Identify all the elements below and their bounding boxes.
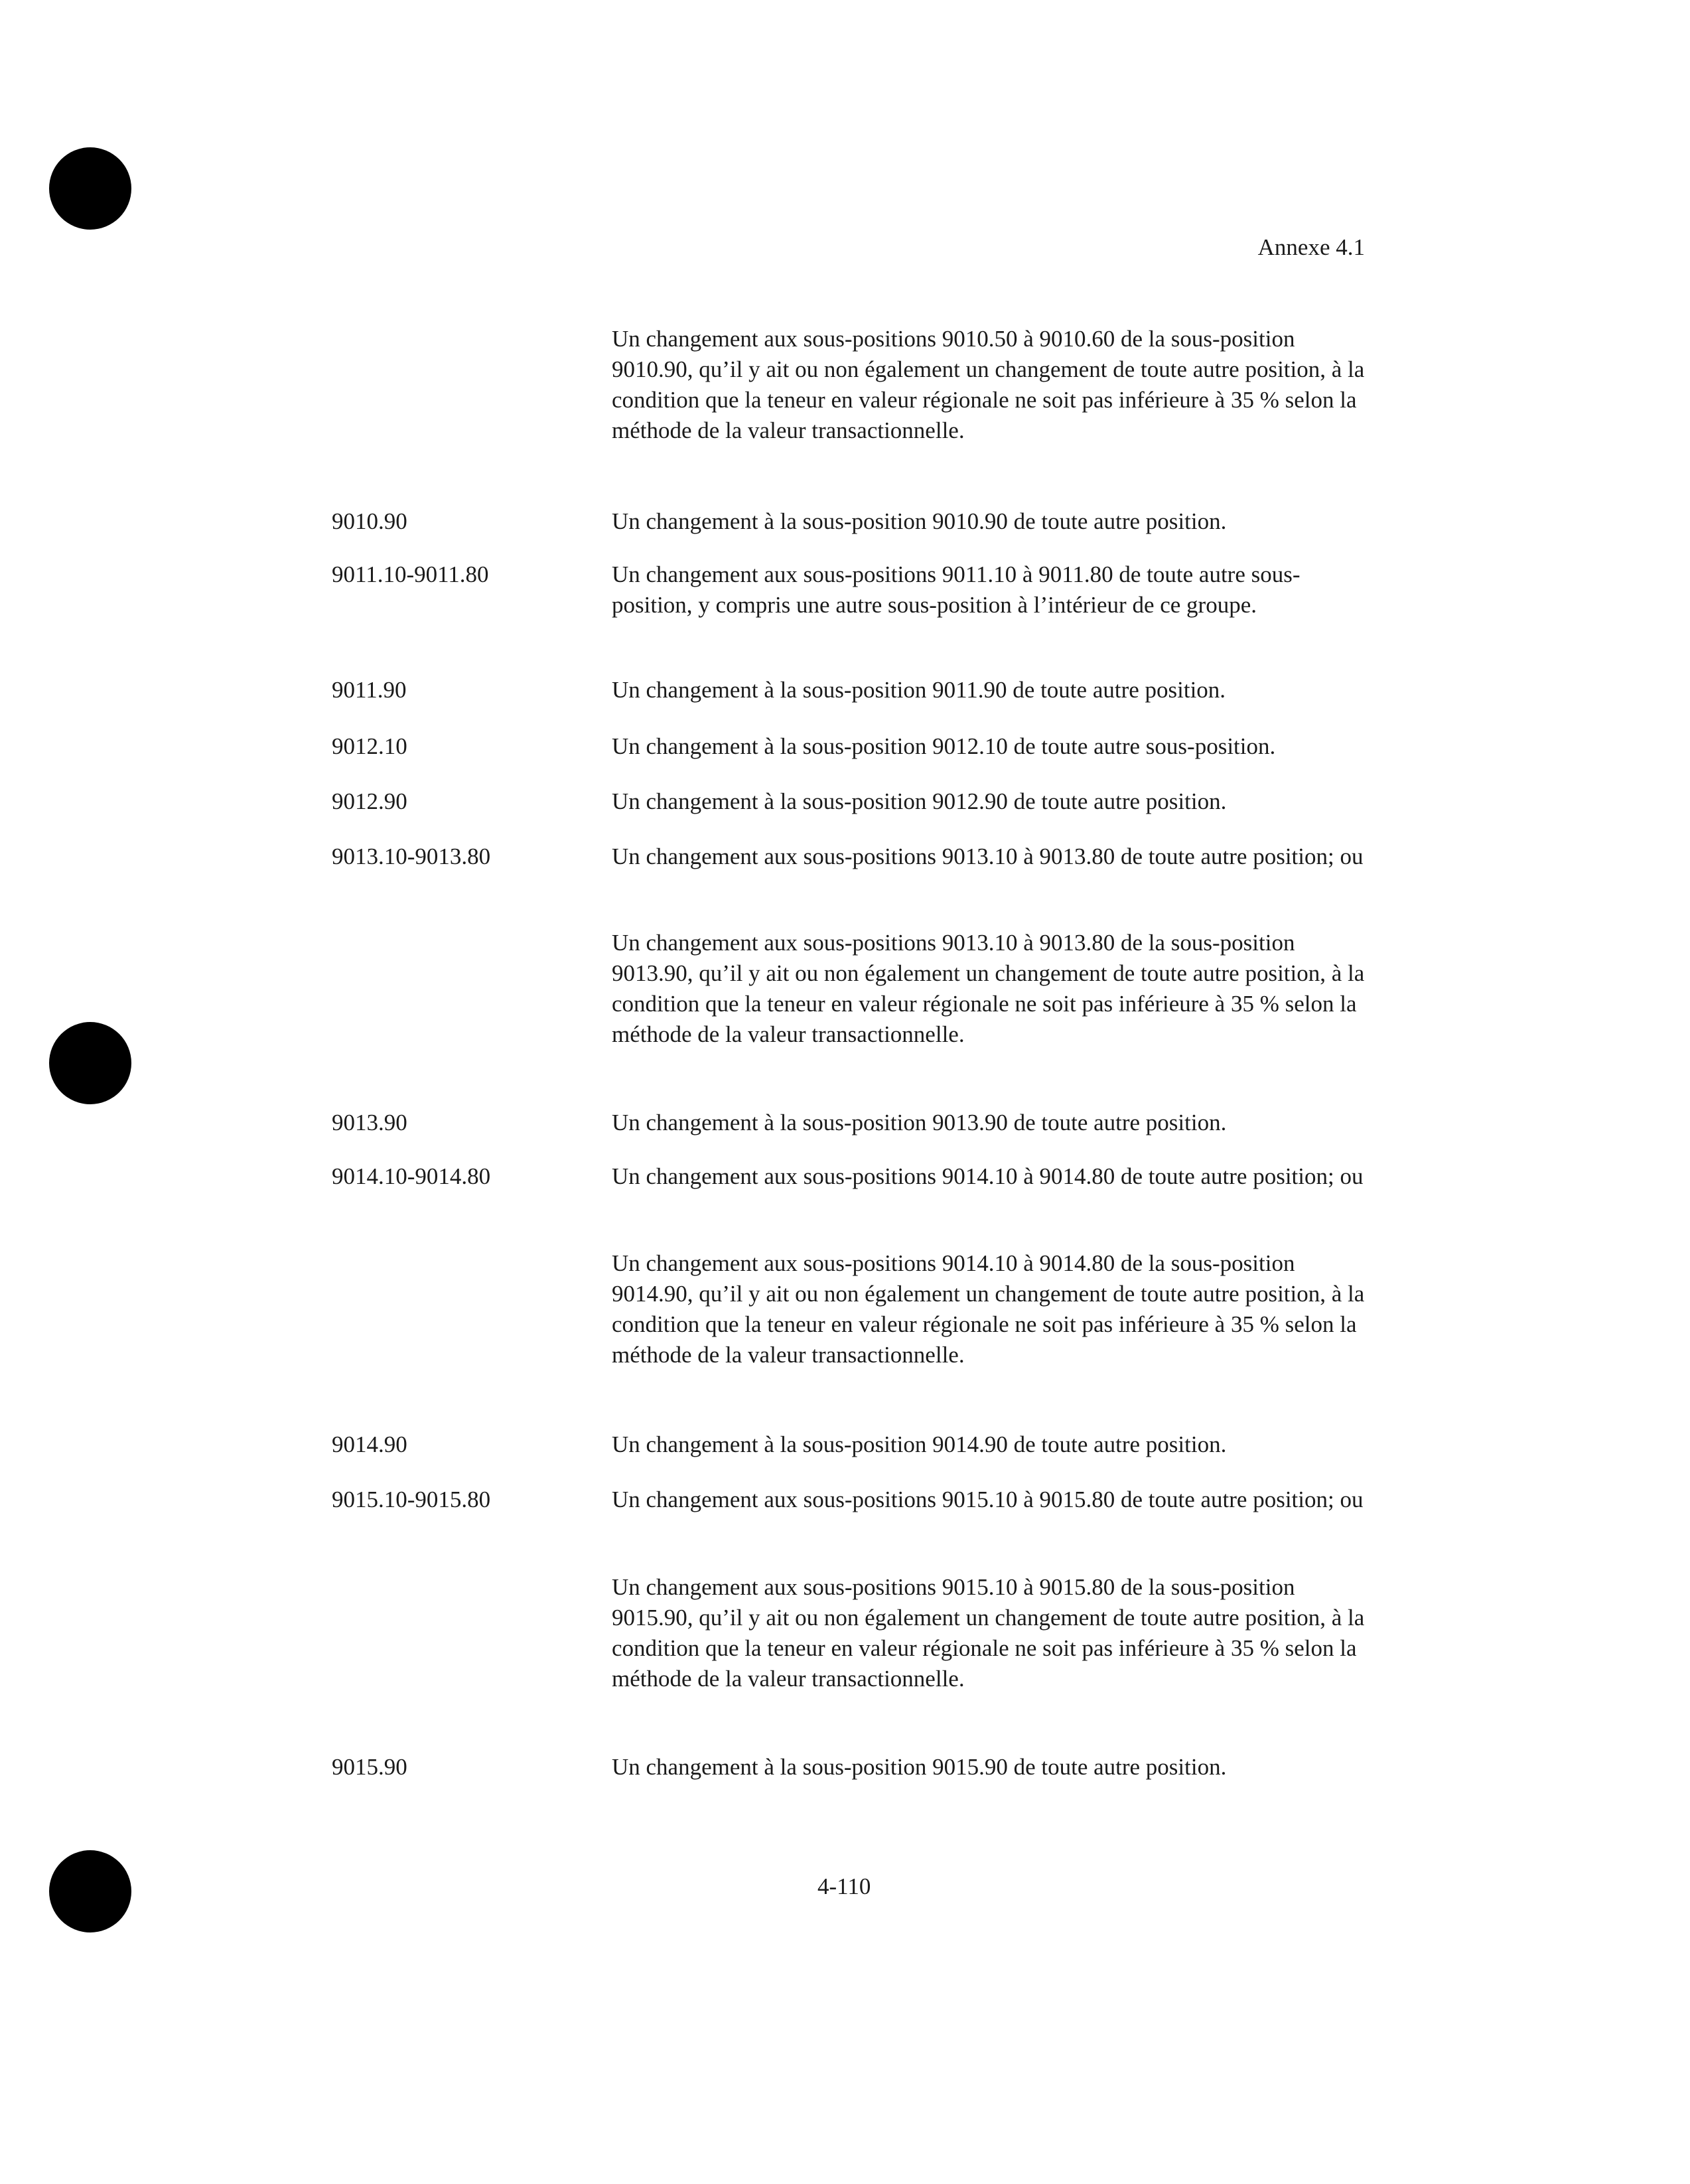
rule-text: Un changement à la sous-position 9013.90 de toute autre position. — [612, 1110, 1227, 1135]
annex-header: Annexe 4.1 — [1257, 234, 1365, 260]
tariff-code: 9010.90 — [332, 508, 407, 534]
rule-text: Un changement à la sous-position 9010.90 de toute autre position. — [612, 508, 1227, 534]
tariff-code: 9012.90 — [332, 788, 407, 814]
tariff-code: 9012.10 — [332, 733, 407, 759]
tariff-code: 9014.10-9014.80 — [332, 1163, 491, 1189]
rule-text: Un changement à la sous-position 9015.90 de toute autre position. — [612, 1754, 1227, 1780]
binder-hole-bottom — [49, 1850, 131, 1932]
tariff-code: 9013.90 — [332, 1110, 407, 1135]
binder-hole-middle — [49, 1022, 131, 1104]
tariff-code: 9014.90 — [332, 1431, 407, 1457]
rule-text: Un changement aux sous-positions 9013.10 à 9013.80 de toute autre position; ou — [612, 843, 1364, 869]
tariff-code: 9015.90 — [332, 1754, 407, 1780]
tariff-code: 9011.10-9011.80 — [332, 561, 489, 587]
rule-text: Un changement à la sous-position 9012.90 de toute autre position. — [612, 788, 1227, 814]
rule-text: Un changement aux sous-positions 9015.10 à 9015.80 de la sous-position 9015.90, qu’il y ait ou non également un changement de toute autre position, à la condition que la teneur en valeur régionale ne soit pas inférieure à 35 % selon la méthode de la valeur transactionnelle. — [612, 1574, 1365, 1692]
tariff-code: 9015.10-9015.80 — [332, 1487, 491, 1512]
rule-text: Un changement à la sous-position 9012.10 de toute autre sous-position. — [612, 733, 1276, 759]
tariff-code: 9011.90 — [332, 677, 407, 703]
rule-text: Un changement aux sous-positions 9010.50 à 9010.60 de la sous-position 9010.90, qu’il y ait ou non également un changement de toute autre position, à la condition que la teneur en valeur régionale ne soit pas inférieure à 35 % selon la méthode de la valeur transactionnelle. — [612, 326, 1365, 443]
rule-text: Un changement à la sous-position 9014.90 de toute autre position. — [612, 1431, 1227, 1457]
page-number: 4-110 — [817, 1873, 871, 1899]
rule-text: Un changement aux sous-positions 9014.10 à 9014.80 de la sous-position 9014.90, qu’il y ait ou non également un changement de toute autre position, à la condition que la teneur en valeur régionale ne soit pas inférieure à 35 % selon la méthode de la valeur transactionnelle. — [612, 1250, 1365, 1368]
rule-text: Un changement aux sous-positions 9013.10 à 9013.80 de la sous-position 9013.90, qu’il y ait ou non également un changement de toute autre position, à la condition que la teneur en valeur régionale ne soit pas inférieure à 35 % selon la méthode de la valeur transactionnelle. — [612, 930, 1365, 1047]
tariff-code: 9013.10-9013.80 — [332, 843, 491, 869]
binder-hole-top — [49, 147, 131, 230]
rule-text: Un changement aux sous-positions 9011.10 à 9011.80 de toute autre sous-position, y compris une autre sous-position à l’intérieur de ce groupe. — [612, 561, 1301, 618]
rule-text: Un changement aux sous-positions 9015.10 à 9015.80 de toute autre position; ou — [612, 1487, 1364, 1512]
rule-text: Un changement aux sous-positions 9014.10 à 9014.80 de toute autre position; ou — [612, 1163, 1364, 1189]
rule-text: Un changement à la sous-position 9011.90 de toute autre position. — [612, 677, 1226, 703]
